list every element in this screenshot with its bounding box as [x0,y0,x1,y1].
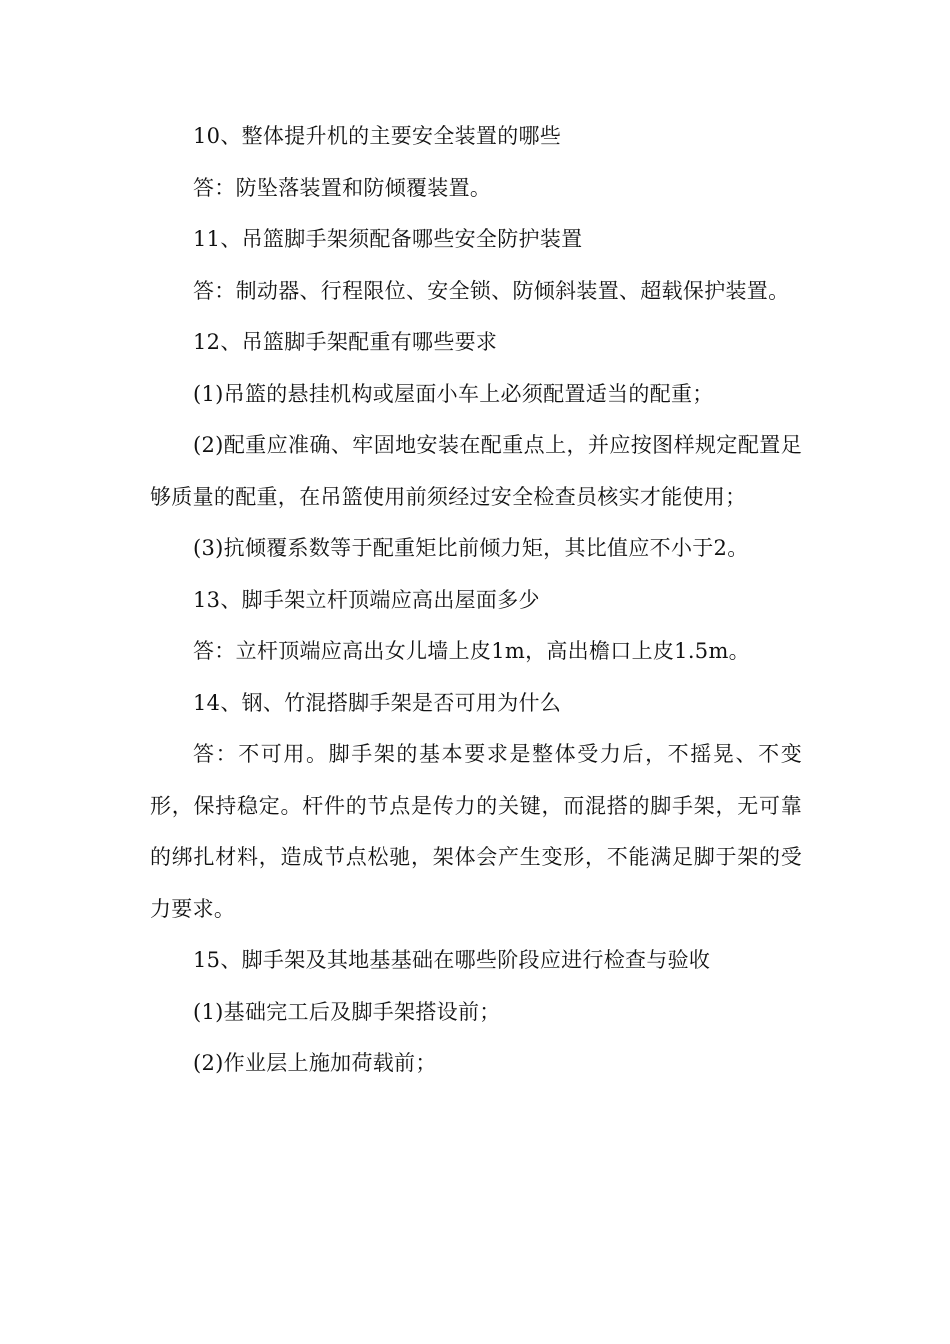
question-12: 12、吊篮脚手架配重有哪些要求 [193,330,498,354]
question-10: 10、整体提升机的主要安全装置的哪些 [193,124,562,148]
answer-12-item-2: (2)配重应准确、牢固地安装在配重点上，并应按图样规定配置足够质量的配重，在吊篮使用前须经过安全检查员核实才能使用； [150,433,802,509]
answer-10: 答：防坠落装置和防倾覆装置。 [193,175,492,200]
answer-14: 答：不可用。脚手架的基本要求是整体受力后，不摇晃、不变形，保持稳定。杆件的节点是传力的关键，而混搭的脚手架，无可靠的绑扎材料，造成节点松驰，架体会产生变形，不能满足脚于架的受力要求。 [150,742,802,921]
document-page [150,111,802,1090]
question-14: 14、钢、竹混搭脚手架是否可用为什么 [193,690,562,715]
question-15: 15、脚手架及其地基基础在哪些阶段应进行检查与验收 [193,948,711,972]
question-11: 11、吊篮脚手架须配备哪些安全防护装置 [193,227,583,251]
answer-15-item-2: (2)作业层上施加荷载前； [193,1051,437,1075]
answer-13: 答：立杆顶端应高出女儿墙上皮1m，高出檐口上皮1.5m。 [193,639,750,663]
answer-12-item-3: (3)抗倾覆系数等于配重矩比前倾力矩，其比值应不小于2。 [193,536,749,560]
question-13: 13、脚手架立杆顶端应高出屋面多少 [193,587,540,612]
answer-15-item-1: (1)基础完工后及脚手架搭设前； [193,999,501,1024]
answer-11: 答：制动器、行程限位、安全锁、防倾斜装置、超载保护装置。 [193,278,790,303]
answer-12-item-1: (1)吊篮的悬挂机构或屋面小车上必须配置适当的配重； [193,381,714,406]
